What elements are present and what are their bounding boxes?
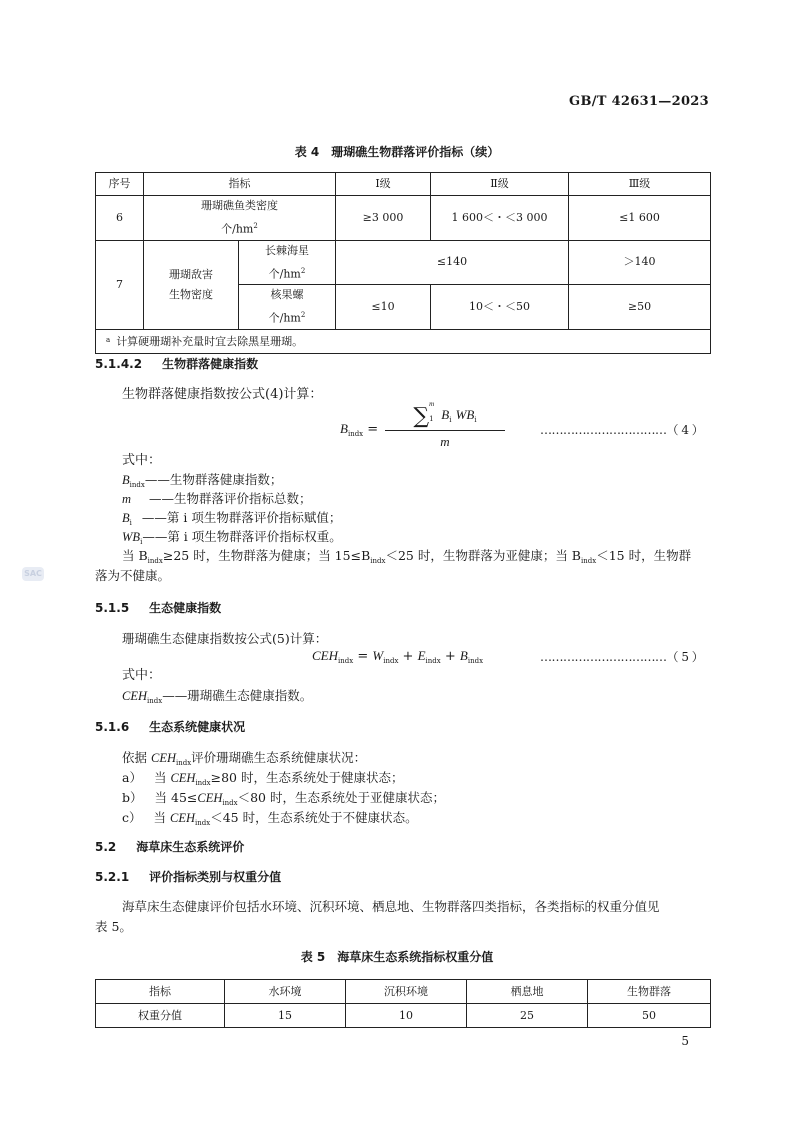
- row6-grade3: ≤1 600: [569, 196, 711, 241]
- row7-sub-a: [239, 240, 336, 285]
- row7-sub-a-unit-text: 个/hm: [268, 267, 301, 281]
- status-intro-pre: 依据: [122, 750, 151, 765]
- formula4-term-wb-sub: i: [474, 416, 477, 424]
- section-title: 生态健康指数: [149, 601, 222, 615]
- row7-sub-b-grade3: ≥50: [569, 285, 711, 330]
- row7-sub-b-unit-sup: 2: [300, 311, 306, 320]
- row7-sub-a-grade12: ≤140: [336, 240, 569, 285]
- row6-grade2: 1 600＜・＜3 000: [431, 196, 569, 241]
- table5-weights-row: [96, 1004, 711, 1028]
- formula5-equals: =: [357, 649, 369, 664]
- def-dash: ——: [144, 472, 170, 487]
- def-symbol: WB: [122, 530, 141, 544]
- table5-weight-sediment: 10: [346, 1004, 467, 1028]
- item-label: a）: [122, 770, 142, 785]
- formula4-equals: =: [367, 422, 379, 437]
- health-judgement-line1: [122, 546, 691, 571]
- formula4-denominator: m: [440, 434, 450, 449]
- item-pre: 当 45≤: [154, 790, 198, 805]
- formula4-term-wb: WB: [455, 407, 475, 422]
- judge-sub2: indx: [370, 557, 386, 565]
- item-post: ＜80 时，生态系统处于亚健康状态；: [237, 790, 445, 805]
- def-m: [122, 489, 312, 509]
- formula4-fraction-bar: [385, 430, 505, 431]
- table5-header-sediment: 沉积环境: [346, 980, 467, 1004]
- item-sub: indx: [195, 819, 211, 827]
- formula5-where: 式中：: [122, 668, 162, 683]
- item-sym: CEH: [197, 791, 223, 805]
- table5-weight-habitat: 25: [467, 1004, 588, 1028]
- table5: [95, 979, 711, 1028]
- weights-paragraph-line2: 表 5。: [95, 919, 132, 934]
- table4-note-row: [96, 329, 711, 353]
- table4-note-text: 计算硬珊瑚补充量时宜去除黑星珊瑚。: [116, 335, 304, 349]
- status-intro-post: 评价珊瑚礁生态系统健康状况：: [191, 750, 367, 765]
- formula5-number: （ 5 ）: [666, 650, 704, 664]
- formula4-lhs-sym: B: [340, 421, 348, 436]
- item-pre: 当: [153, 810, 170, 825]
- def-dash: ——: [141, 510, 167, 525]
- table4-row-6: [96, 196, 711, 241]
- formula5-dots: ……………………………: [540, 650, 667, 664]
- def-dash: ——: [162, 688, 188, 703]
- def-text: 第 i 项生物群落评价指标权重。: [167, 529, 342, 544]
- formula-5: [312, 646, 483, 671]
- table4-caption: 表 4 珊瑚礁生物群落评价指标（续）: [294, 145, 500, 159]
- def-subscript: i: [140, 538, 143, 546]
- judge-sub3: indx: [581, 557, 597, 565]
- table4-header-grade1: Ⅰ级: [336, 173, 431, 196]
- section-number: 5.2.1: [95, 870, 130, 884]
- formula4-numerator: [385, 400, 505, 429]
- row6-indicator-unit: [146, 216, 333, 240]
- section-title: 评价指标类别与权重分值: [149, 870, 282, 884]
- item-sub: indx: [222, 799, 238, 807]
- section-title: 生态系统健康状况: [149, 720, 246, 734]
- item-label: c）: [122, 810, 142, 825]
- def-subscript: indx: [147, 697, 163, 705]
- table4-note: [96, 329, 711, 353]
- def-ceh-indx: [122, 686, 312, 711]
- def-subscript: i: [129, 519, 132, 527]
- section-number: 5.1.5: [95, 601, 130, 615]
- section-number: 5.1.4.2: [95, 357, 143, 371]
- judge-part3: ＜25 时，生物群落为亚健康；当 B: [385, 548, 581, 563]
- def-text: 珊瑚礁生态健康指数。: [187, 688, 313, 703]
- row6-indicator-name: 珊瑚礁鱼类密度: [201, 199, 278, 212]
- formula5-intro: 珊瑚礁生态健康指数按公式(5)计算：: [122, 631, 328, 646]
- formula4-intro: 生物群落健康指数按公式(4)计算：: [122, 387, 323, 402]
- row7-no: 7: [96, 240, 144, 329]
- row7-sub-b-name: 核果螺: [270, 288, 304, 302]
- health-judgement-line2: 落为不健康。: [95, 568, 171, 583]
- row7-sub-a-grade3: ＞140: [569, 240, 711, 285]
- table5-caption: 表 5 海草床生态系统指标权重分值: [300, 950, 494, 964]
- formula5-ceh: CEH: [312, 648, 338, 663]
- row7-sub-b-unit-text: 个/hm: [268, 311, 301, 325]
- sac-watermark: SAC: [22, 567, 44, 581]
- formula5-w: W: [372, 648, 384, 663]
- row7-sub-b-grade1: ≤10: [336, 285, 431, 330]
- row6-no: 6: [96, 196, 144, 241]
- table4-row-7a: [96, 240, 711, 285]
- row6-unit-sup: 2: [253, 222, 258, 230]
- section-5-2-heading: [95, 838, 244, 855]
- judge-part2: ≥25 时，生物群落为健康；当 15≤B: [162, 548, 371, 563]
- row7-sub-a-unit: [241, 261, 333, 285]
- section-number: 5.1.6: [95, 720, 130, 734]
- formula5-e-sub: indx: [425, 657, 441, 665]
- table4-header-row: [96, 173, 711, 196]
- def-symbol: B: [122, 511, 130, 525]
- def-dash: ——: [142, 529, 168, 544]
- judge-part1: 当 B: [122, 548, 148, 563]
- item-sym: CEH: [170, 771, 196, 785]
- item-post: ≥80 时，生态系统处于健康状态；: [210, 770, 404, 785]
- row7-sub-b-grade2: 10＜・＜50: [431, 285, 569, 330]
- table4: [95, 172, 711, 354]
- section-5-1-4-2-heading: [95, 355, 258, 372]
- row7-sub-b: [239, 285, 336, 330]
- section-title: 海草床生态系统评价: [136, 840, 245, 854]
- section-title: 生物群落健康指数: [162, 357, 259, 371]
- table5-header-indicator: 指标: [96, 980, 225, 1004]
- table5-header-row: [96, 980, 711, 1004]
- page-number: 5: [681, 1034, 689, 1048]
- table5-weight-community: 50: [588, 1004, 711, 1028]
- item-sym: CEH: [170, 811, 195, 825]
- formula5-plus2: +: [444, 649, 456, 664]
- table5-header-habitat: 栖息地: [467, 980, 588, 1004]
- row6-grade1: ≥3 000: [336, 196, 431, 241]
- formula4-where: 式中：: [122, 453, 162, 468]
- table5-row-label: 权重分值: [96, 1004, 225, 1028]
- row6-unit-text: 个/hm: [221, 222, 254, 236]
- formula5-plus1: +: [402, 649, 414, 664]
- row7-indicator-line2: 生物密度: [169, 287, 213, 301]
- row7-sub-a-unit-sup: 2: [300, 266, 306, 275]
- formula4-leader: [540, 421, 703, 438]
- formula4-sum-lower: 1: [429, 415, 434, 423]
- def-text: 生物群落健康指数；: [169, 472, 283, 487]
- formula4-term-b: B: [441, 407, 450, 422]
- section-5-1-6-heading: [95, 718, 245, 735]
- table5-header-community: 生物群落: [588, 980, 711, 1004]
- status-intro-sym: CEH: [150, 751, 176, 765]
- table4-note-mark: a: [106, 336, 111, 345]
- formula4-number: （ 4 ）: [666, 423, 704, 437]
- table5-weight-water: 15: [225, 1004, 346, 1028]
- formula4-term-b-sub: i: [449, 416, 452, 424]
- formula5-ceh-sub: indx: [338, 657, 354, 665]
- standard-code: GB/T 42631—2023: [569, 94, 709, 109]
- formula4-limits: [429, 400, 437, 423]
- row7-indicator-line1: 珊瑚敌害: [169, 267, 213, 281]
- status-intro-sub: indx: [175, 759, 192, 767]
- table5-header-water: 水环境: [225, 980, 346, 1004]
- item-label: b）: [122, 790, 143, 805]
- def-text: 第 i 项生物群落评价指标赋值；: [166, 510, 342, 525]
- section-5-2-1-heading: [95, 868, 281, 885]
- item-sub: indx: [195, 779, 211, 787]
- formula5-leader: [540, 648, 703, 665]
- judge-part4: ＜15 时，生物群: [596, 548, 692, 563]
- def-text: 生物群落评价指标总数；: [174, 491, 312, 506]
- formula4-sum-upper: m: [429, 400, 435, 408]
- formula4-lhs: [340, 421, 378, 438]
- def-subscript: indx: [129, 481, 145, 489]
- item-post: ＜45 时，生态系统处于不健康状态。: [210, 810, 418, 825]
- formula4-lhs-sub: indx: [347, 430, 364, 438]
- judge-sub1: indx: [147, 557, 163, 565]
- formula5-b: B: [459, 648, 468, 663]
- row7-sub-b-unit: [241, 305, 333, 329]
- def-symbol: CEH: [122, 689, 147, 703]
- formula4-dots: ……………………………: [540, 423, 667, 437]
- formula4-sigma: ∑: [413, 404, 430, 429]
- section-5-1-5-heading: [95, 599, 221, 616]
- def-symbol: B: [122, 473, 130, 487]
- table4-header-indicator: 指标: [144, 173, 336, 196]
- formula5-b-sub: indx: [467, 657, 484, 665]
- section-number: 5.2: [95, 840, 117, 854]
- def-symbol: m: [122, 492, 132, 506]
- row7-indicator: [144, 240, 239, 329]
- formula5-w-sub: indx: [383, 657, 399, 665]
- row6-indicator: [144, 196, 336, 241]
- table4-header-grade3: Ⅲ级: [569, 173, 711, 196]
- weights-paragraph-line1: 海草床生态健康评价包括水环境、沉积环境、栖息地、生物群落四类指标，各类指标的权重分值见: [122, 899, 660, 914]
- formula5-e: E: [417, 648, 426, 663]
- def-dash: ——: [149, 491, 175, 506]
- status-item-c: [122, 808, 418, 833]
- table4-header-no: 序号: [96, 173, 144, 196]
- table4-header-grade2: Ⅱ级: [431, 173, 569, 196]
- item-pre: 当: [153, 770, 171, 785]
- row7-sub-a-name: 长棘海星: [265, 243, 309, 257]
